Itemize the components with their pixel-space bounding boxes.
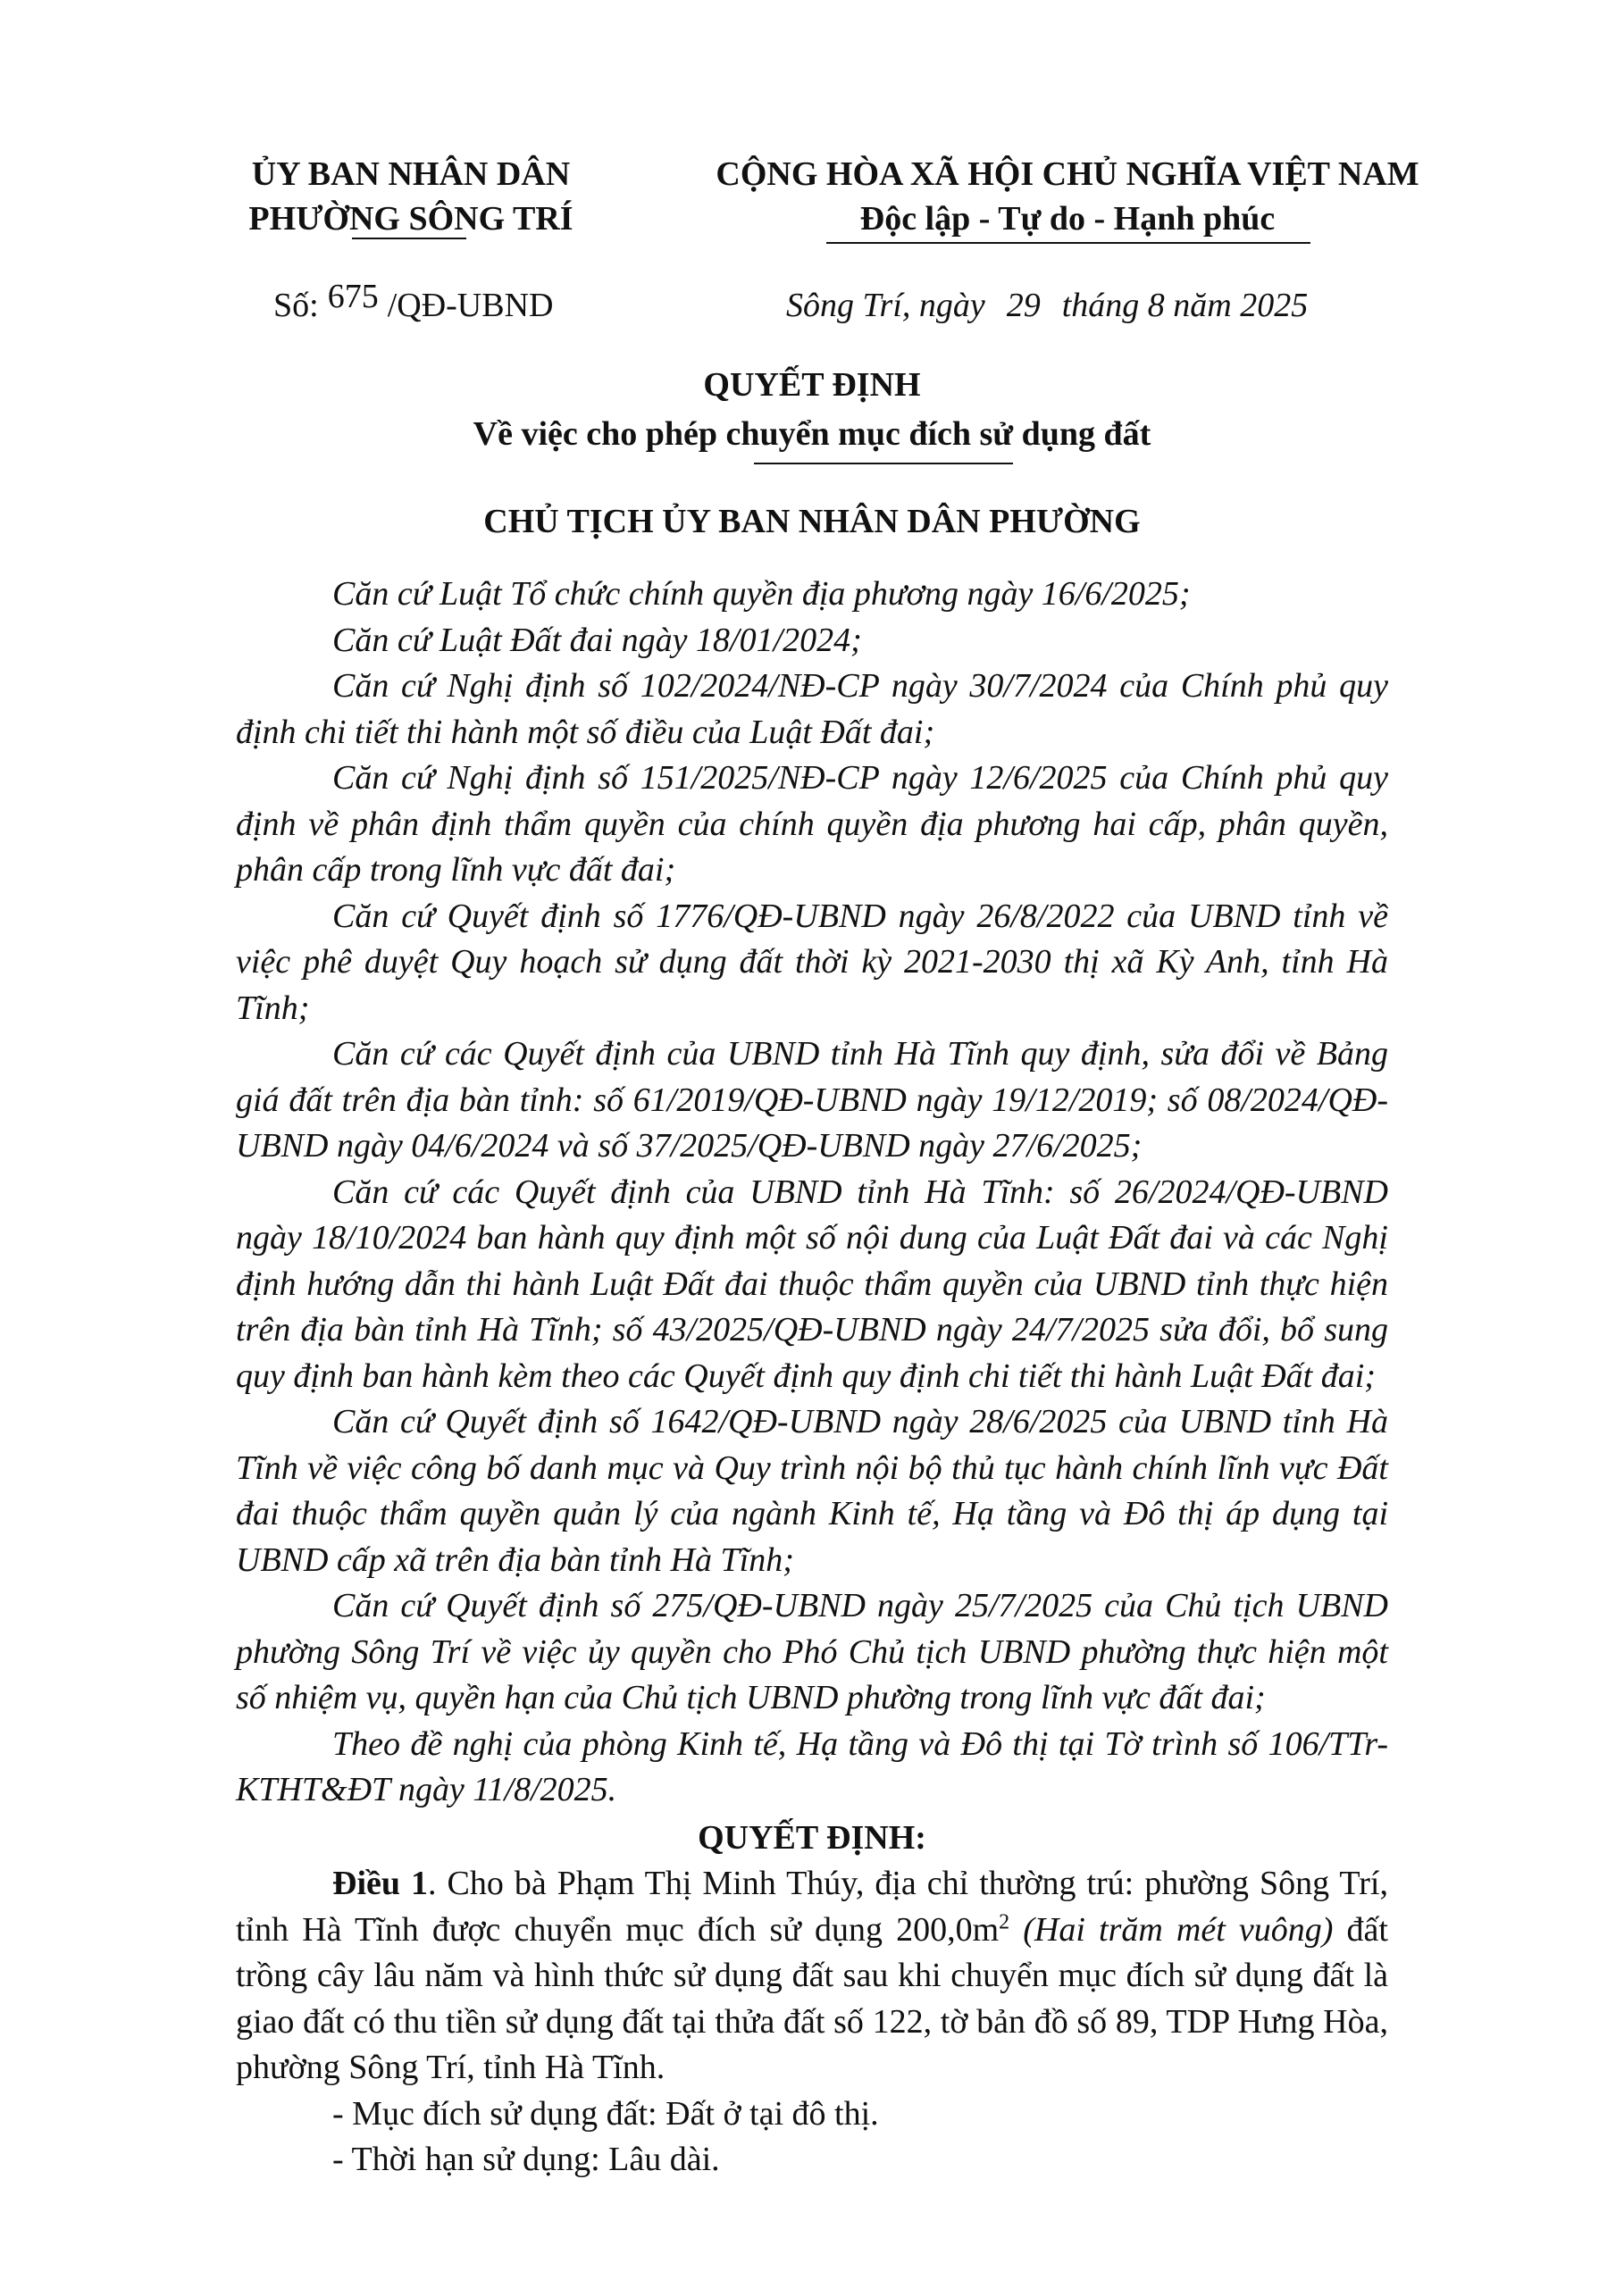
motto: Độc lập - Tự do - Hạnh phúc — [859, 200, 1276, 238]
number-value: 675 — [327, 278, 379, 315]
article-1-text-a: . Cho bà Phạm Thị Minh Thúy, địa chỉ thường trú: phường Sông Trí, tỉnh Hà Tĩnh được chuyển mục đích sử dụng 200,0m — [236, 1865, 1388, 1949]
date-day: 29 — [1006, 287, 1041, 324]
article-1 — [236, 1861, 1388, 2091]
authority-underline — [352, 238, 466, 239]
article-1-duration: - Thời hạn sử dụng: Lâu dài. — [332, 2141, 720, 2178]
area-unit-superscript: 2 — [999, 1909, 1010, 1933]
number-suffix: /QĐ-UBND — [387, 287, 554, 324]
preamble-item: Căn cứ Luật Đất đai ngày 18/01/2024; — [332, 621, 862, 659]
number-prefix: Số: — [273, 287, 319, 324]
preamble-item: Căn cứ Quyết định số 275/QĐ-UBND ngày 25/7/2025 của Chủ tịch UBND phường Sông Trí về việc ủy quyền cho Phó Chủ tịch UBND phường thực hiện một số nhiệm vụ, quyền hạn của Chủ tịch UBND phường trong lĩnh vực đất đai; — [236, 1587, 1388, 1716]
document-date — [786, 284, 1308, 327]
authority-heading: CHỦ TỊCH ỦY BAN NHÂN DÂN PHƯỜNG — [483, 503, 1141, 540]
national-motto — [643, 152, 1492, 241]
preamble-item: Căn cứ các Quyết định của UBND tỉnh Hà Tĩnh quy định, sửa đổi về Bảng giá đất trên địa bàn tỉnh: số 61/2019/QĐ-UBND ngày 19/12/2019; số 08/2024/QĐ-UBND ngày 04/6/2024 và số 37/2025/QĐ-UBND ngày 27/6/2025; — [236, 1035, 1388, 1165]
article-1-text-b: đất trồng cây lâu năm và hình thức sử dụng đất sau khi chuyển mục đích sử dụng đất là giao đất có thu tiền sử dụng đất tại thửa đất số 122, tờ bản đồ số 89, TDP Hưng Hòa, phường Sông Trí, tỉnh Hà Tĩnh. — [236, 1910, 1388, 2086]
date-place: Sông Trí, ngày — [786, 287, 985, 324]
issuing-authority — [205, 152, 616, 241]
preamble-item: Căn cứ Nghị định số 151/2025/NĐ-CP ngày 12/6/2025 của Chính phủ quy định về phân định thẩm quyền của chính quyền địa phương hai cấp, phân quyền, phân cấp trong lĩnh vực đất đai; — [236, 759, 1388, 889]
date-month-year: tháng 8 năm 2025 — [1061, 287, 1309, 324]
motto-underline — [826, 242, 1310, 244]
preamble-item: Căn cứ các Quyết định của UBND tỉnh Hà Tĩnh: số 26/2024/QĐ-UBND ngày 18/10/2024 ban hành quy định một số nội dung của Luật Đất đai và các Nghị định hướng dẫn thi hành Luật Đất đai thuộc thẩm quyền của UBND tỉnh thực hiện trên địa bàn tỉnh Hà Tĩnh; số 43/2025/QĐ-UBND ngày 24/7/2025 sửa đổi, bổ sung quy định ban hành kèm theo các Quyết định quy định chi tiết thi hành Luật Đất đai; — [236, 1173, 1388, 1395]
authority-line-1: ỦY BAN NHÂN DÂN — [251, 155, 571, 193]
preamble-item: Theo đề nghị của phòng Kinh tế, Hạ tầng và Đô thị tại Tờ trình số 106/TTr-KTHT&ĐT ngày 11/8/2025. — [236, 1724, 1388, 1808]
article-1-label: Điều 1 — [332, 1865, 429, 1902]
subtitle-underline — [754, 463, 1013, 464]
nation-name: CỘNG HÒA XÃ HỘI CHỦ NGHĨA VIỆT NAM — [716, 155, 1419, 193]
preamble-item: Căn cứ Nghị định số 102/2024/NĐ-CP ngày 30/7/2024 của Chính phủ quy định chi tiết thi hành một số điều của Luật Đất đai; — [236, 667, 1388, 751]
article-1-purpose: - Mục đích sử dụng đất: Đất ở tại đô thị. — [332, 2094, 879, 2133]
document-body — [236, 572, 1388, 2183]
document-subtitle: Về việc cho phép chuyển mục đích sử dụng đất — [473, 415, 1151, 453]
decision-heading: QUYẾT ĐỊNH: — [698, 1818, 926, 1857]
document-number — [273, 278, 554, 327]
preamble-item: Căn cứ Quyết định số 1776/QĐ-UBND ngày 26/8/2022 của UBND tỉnh về việc phê duyệt Quy hoạch sử dụng đất thời kỳ 2021-2030 thị xã Kỳ Anh, tỉnh Hà Tĩnh; — [236, 897, 1388, 1027]
document-title: QUYẾT ĐỊNH — [703, 366, 921, 404]
article-1-area-words: (Hai trăm mét vuông) — [1009, 1910, 1334, 1949]
preamble-item: Căn cứ Quyết định số 1642/QĐ-UBND ngày 28/6/2025 của UBND tỉnh Hà Tĩnh về việc công bố danh mục và Quy trình nội bộ thủ tục hành chính lĩnh vực Đất đai thuộc thẩm quyền quản lý của ngành Kinh tế, Hạ tầng và Đô thị áp dụng tại UBND cấp xã trên địa bàn tỉnh Hà Tĩnh; — [236, 1403, 1388, 1579]
preamble-item: Căn cứ Luật Tổ chức chính quyền địa phương ngày 16/6/2025; — [332, 575, 1191, 613]
authority-line-2: PHƯỜNG SÔNG TRÍ — [248, 200, 573, 238]
